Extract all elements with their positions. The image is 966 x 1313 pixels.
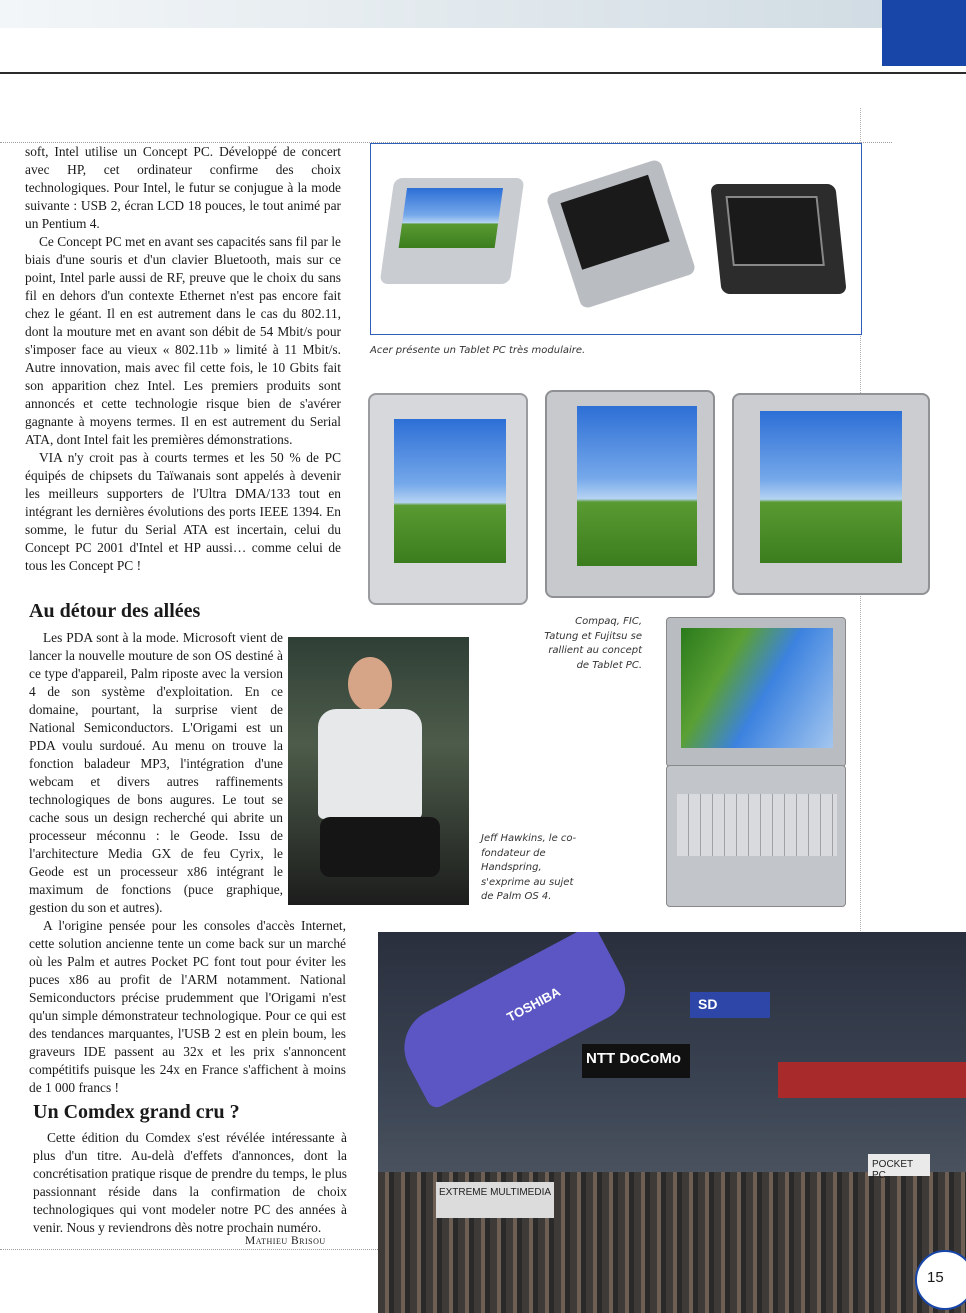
ntt-docomo-sign: NTT DoCoMo [582,1044,690,1078]
acer-laptop-3 [710,184,847,294]
paragraph-comdex: Cette édition du Comdex s'est révélée intéressante à plus d'un titre. Au-delà d'effets d'annonces, dont la concrétisation pratique risque de prendre du temps, le plus passionnant réside dans la confirmation de choix technologiques qui vont modeler notre PC des années à venir. Nous y reviendrons dès notre prochain numéro. [33,1130,347,1235]
person-head [348,657,392,711]
bottom-dotted-rule [0,1249,380,1250]
caption-acer: Acer présente un Tablet PC très modulaire. [370,345,586,356]
article-column-comdex [33,1129,347,1237]
author-signature: Mathieu Brisou [245,1235,326,1247]
comdex-show-floor-photo [378,932,966,1313]
paragraph-wireless: Ce Concept PC met en avant ses capacités sans fil par le biais d'une souris et d'un clavier Bluetooth, mais sur ce point, Intel parle aussi de RF, preuve que le choix du sans fil en dehors d'un contexte Ethernet n'est pas encore fait chez le géant. Il en est autrement dans le cas du 802.11, dont la mouture met en avant son débit de 54 Mbit/s pour s'imposer face au vieux « 802.11b » limité à 11 Mbit/s. Autre innovation, mais avec fil cette fois, le 10 Gbits fait son apparition chez Intel. Les premiers produits sont annoncés et cette technologie risque bien de s'avérer gagnante à moyens termes. Il en est autrement du Serial ATA, dont Intel fait les premières démonstrations. [25,234,341,447]
race-car [390,932,635,1111]
paragraph-pda: Les PDA sont à la mode. Microsoft vient de lancer la nouvelle mouture de son OS destiné à ce type d'appareil, Palm riposte avec la version 4 de son système d'exploitation. En ce domaine, pourtant, la surprise vient de National Semiconductors. L'Origami est un PDA voulu surdoué. Au menu on trouve la fonction baladeur MP3, l'intégration d'une webcam et divers autres raffinements technologiques de bons augures. Le tout se cache sous un design recherché qui abrite un processeur méconnu : le Geode. Issu de l'architecture Media GX de feu Cyrix, le Geode est un processeur x86 intégrant le maximum de fonctions (puce graphique, gestion du son et autres). [29,630,283,915]
paragraph-concept-pc: soft, Intel utilise un Concept PC. Développé de concert avec HP, cet ordinateur confirme des choix technologiques. Pour Intel, le futur se conjugue à la mode suivante : USB 2, écran LCD 18 pouces, le tout animé par un Pentium 4. [25,144,341,231]
compaq-tablet [368,393,528,605]
caption-compaq: Compaq, FIC, Tatung et Fujitsu se rallient au concept de Tablet PC. [544,616,642,671]
pocket-pc-sign: POCKET PC [868,1154,930,1176]
jeff-hawkins-photo [288,637,469,905]
keyboard [677,794,837,856]
fujitsu-laptop-photo [664,615,848,910]
sd-sign: SD [690,992,770,1018]
caption-jeff: Jeff Hawkins, le co-fondateur de Handspring, s'exprime au sujet de Palm OS 4. [481,833,577,902]
person-shirt [318,709,422,819]
article-column-top [25,143,341,575]
paragraph-origami: A l'origine pensée pour les consoles d'accès Internet, cette solution ancienne tente un come back sur un marché où les Palm et autres Pocket PC font tout pour éviter les puces x86 au profit de l'ARM notamment. National Semiconductors précise prudemment que l'Origami n'est qu'un simple démonstrateur technologique. Pour ce qui est des tendances marquantes, l'USB 2 est en plein boum, les graveurs IDE passent au 32x et les prix s'annoncent compétitifs puisque les 24x en France s'affichent à moins de 1 000 francs ! [29,918,346,1095]
extreme-multimedia-sign: EXTREME MULTIMEDIA [436,1182,554,1218]
header-band [0,0,966,28]
person-legs [320,817,440,877]
paragraph-via: VIA n'y croit pas à courts termes et les 50 % de PC équipés de chipsets du Taïwanais sont appelés à devenir les meilleurs supporters de l'Ultra DMA/133 tout en intégrant les dernières évolutions des ports IEEE 1394. En somme, le futur du Serial ATA est incertain, celui du Concept PC 2001 d'Intel et HP aussi… comme celui de tous les Concept PC ! [25,450,341,573]
booth-banner [778,1062,966,1098]
header-rule [0,72,966,74]
tatung-tablet [732,393,930,595]
acer-laptop-1 [380,178,525,284]
article-column-pda [29,629,283,917]
toshiba-logo: TOSHIBA [504,984,563,1025]
acer-tablet-photo [370,143,862,335]
fic-tablet [545,390,715,598]
page-number: 15 [915,1250,966,1310]
acer-laptop-2 [545,158,696,309]
article-column-origami [29,917,346,1097]
section-heading-detour: Au détour des allées [29,600,201,622]
section-color-tab [882,0,966,66]
section-heading-comdex: Un Comdex grand cru ? [33,1101,240,1123]
